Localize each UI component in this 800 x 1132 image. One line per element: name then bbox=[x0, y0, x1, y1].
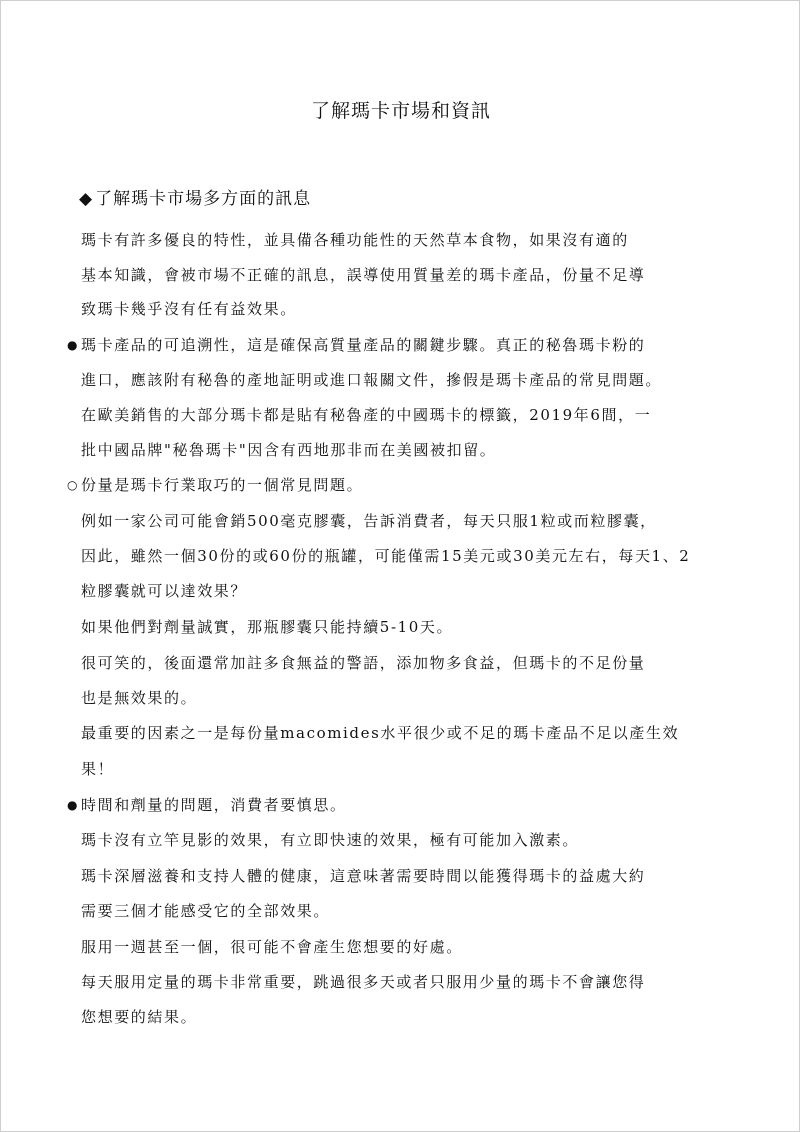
point1-line-1: ● 瑪卡產品的可追溯性，這是確保高質量產品的關鍵步驟。真正的秘魯瑪卡粉的 bbox=[67, 336, 646, 354]
point1-line-2: 進口，應該附有秘魯的產地証明或進口報關文件，摻假是瑪卡產品的常見問題。 bbox=[81, 371, 663, 389]
point2-line-3: 因此，雖然一個30份的或60份的瓶罐，可能僅需15美元或30美元左右，每天1、2 bbox=[81, 547, 691, 565]
point2-line-6: 很可笑的，後面還常加註多食無益的警語，添加物多食益，但瑪卡的不足份量 bbox=[81, 654, 646, 672]
intro-line-2: 基本知識，會被市場不正確的訊息，誤導使用質量差的瑪卡產品，份量不足導 bbox=[81, 266, 646, 284]
page-title: 了解瑪卡市場和資訊 bbox=[310, 100, 491, 122]
point2-line-8: 最重要的因素之一是每份量macomides水平很少或不足的瑪卡產品不足以產生效 bbox=[81, 724, 680, 742]
point3-line-5: 服用一週甚至一個，很可能不會產生您想要的好處。 bbox=[81, 938, 463, 956]
point3-line-7: 您想要的結果。 bbox=[81, 1008, 198, 1026]
section-heading bbox=[79, 184, 311, 209]
intro-line-1: 瑪卡有許多優良的特性，並具備各種功能性的天然草本食物，如果沒有適的 bbox=[81, 231, 629, 249]
filled-bullet-icon: ● bbox=[67, 798, 78, 812]
point3-line-4: 需要三個才能感受它的全部效果。 bbox=[81, 902, 331, 920]
point2-line-5: 如果他們對劑量誠實，那瓶膠囊只能持續5-10天。 bbox=[81, 618, 454, 636]
point2-line-4: 粒膠囊就可以達效果？ bbox=[81, 582, 248, 600]
point3-line-6: 每天服用定量的瑪卡非常重要，跳過很多天或者只服用少量的瑪卡不會讓您得 bbox=[81, 973, 646, 991]
hollow-bullet-icon: ○ bbox=[67, 478, 78, 492]
point1-line-4: 批中國品牌"秘魯瑪卡"因含有西地那非而在美國被扣留。 bbox=[81, 441, 497, 459]
point1-line-3: 在歐美銷售的大部分瑪卡都是貼有秘魯產的中國瑪卡的標籤，2019年6間，一 bbox=[81, 406, 652, 424]
diamond-bullet-icon: ◆ bbox=[79, 189, 94, 209]
intro-line-3: 致瑪卡幾乎沒有任有益效果。 bbox=[81, 300, 297, 318]
point2-line-2: 例如一家公司可能會銷500毫克膠囊，告訴消費者，每天只服1粒或而粒膠囊， bbox=[81, 512, 657, 530]
section-heading-text: 了解瑪卡市場多方面的訊息 bbox=[95, 189, 312, 209]
point3-line-2: 瑪卡沒有立竿見影的效果，有立即快速的效果，極有可能加入激素。 bbox=[81, 831, 580, 849]
point3-line-1: ● 時間和劑量的問題，消費者要慎思。 bbox=[67, 796, 347, 814]
point2-line-1: ○ 份量是瑪卡行業取巧的一個常見問題。 bbox=[67, 476, 364, 494]
filled-bullet-icon: ● bbox=[67, 338, 78, 352]
point3-line-3: 瑪卡深層滋養和支持人體的健康，這意味著需要時間以能獲得瑪卡的益處大約 bbox=[81, 867, 646, 885]
point2-line-9: 果！ bbox=[81, 760, 115, 778]
point2-line-7: 也是無效果的。 bbox=[81, 689, 198, 707]
